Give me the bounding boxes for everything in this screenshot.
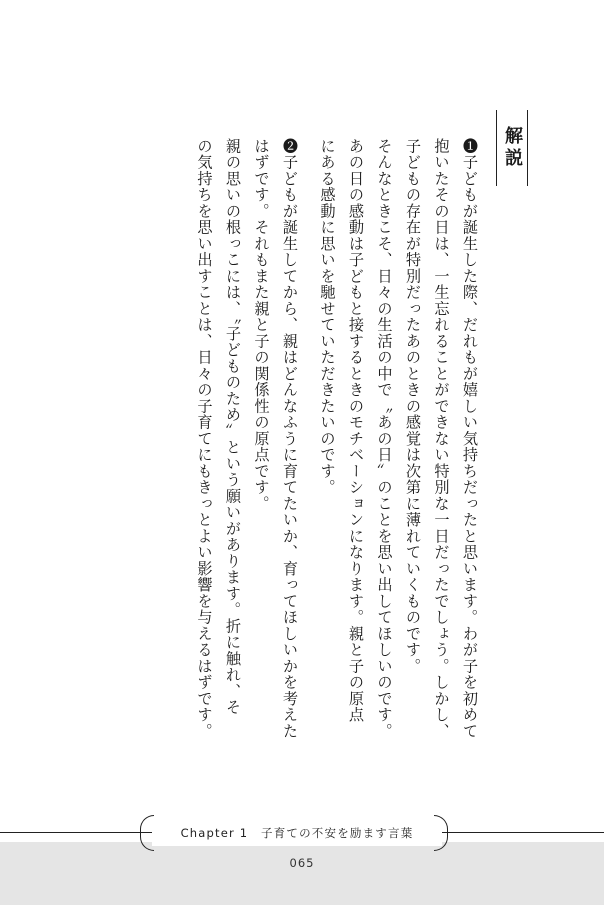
text-line: ❶子どもが誕生した際、だれもが嬉しい気持ちだったと思います。わが子を初めて xyxy=(461,138,479,740)
text-line: 抱いたその日は、一生忘れることができない特別な一日だったでしょう。しかし、 xyxy=(432,138,451,740)
footer-band xyxy=(0,842,604,905)
text-line: にある感動に思いを馳せていただきたいのです。 xyxy=(318,138,337,496)
commentary-body xyxy=(190,138,484,778)
text-line: あの日の感動は子どもと接するときのモチベーションになります。親と子の原点 xyxy=(347,138,365,723)
text-line: 親の思いの根っこには、〝子どものため〟という願いがあります。折に触れ、そ xyxy=(224,138,242,716)
chapter-title: Chapter 1 子育ての不安を励ます言葉 xyxy=(152,819,442,846)
text-line: はずです。それもまた親と子の関係性の原点です。 xyxy=(252,138,271,512)
text-line: ❷子どもが誕生してから、親はどんなふうに育てたいか、育ってほしいかを考えた xyxy=(281,138,299,740)
paragraph-1 xyxy=(313,138,484,778)
text-line: の気持ちを思い出すことは、日々の子育てにもきっとよい影響を与えるはずです。 xyxy=(195,138,214,740)
commentary-heading: 解説 xyxy=(496,110,528,186)
text-line: 子どもの存在が特別だったあのときの感覚は次第に薄れていくものです。 xyxy=(404,138,422,675)
page-number: 065 xyxy=(289,856,315,870)
paragraph-2 xyxy=(190,138,304,778)
text-line: そんなときこそ、日々の生活の中で〝あの日〟のことを思い出してほしいのです。 xyxy=(375,138,394,740)
